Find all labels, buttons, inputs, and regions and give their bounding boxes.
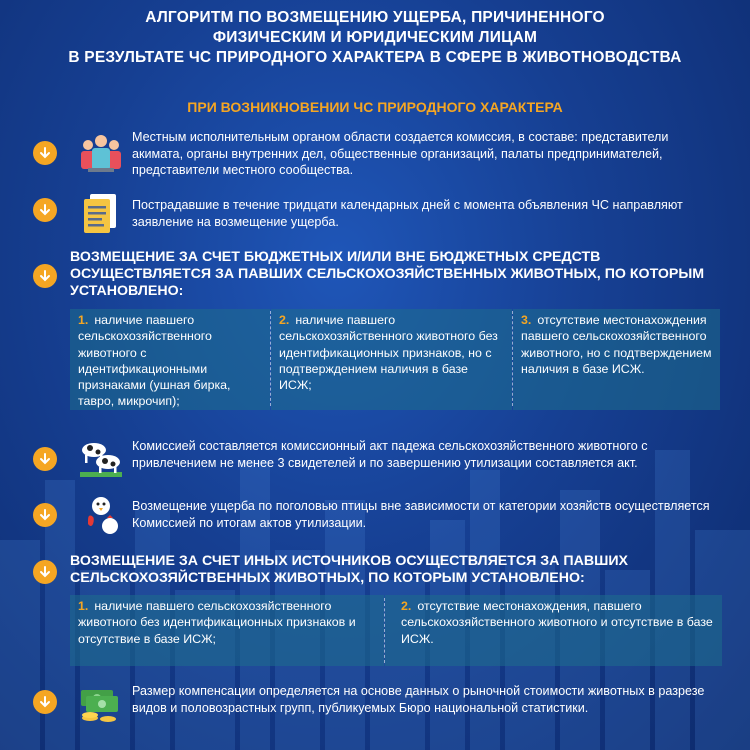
arrow-down-icon bbox=[33, 560, 57, 584]
condition-number: 2. bbox=[279, 313, 290, 327]
other-condition-1 bbox=[70, 595, 384, 666]
arrow-down-icon bbox=[33, 447, 57, 471]
condition-text: наличие павшего сельскохозяйственного животного без идентификационных признаков и отсутствие в базе ИСЖ; bbox=[78, 599, 356, 646]
section-subtitle: ПРИ ВОЗНИКНОВЕНИИ ЧС ПРИРОДНОГО ХАРАКТЕРА bbox=[187, 99, 563, 115]
budget-compensation-heading: ВОЗМЕЩЕНИЕ ЗА СЧЕТ БЮДЖЕТНЫХ И/ИЛИ ВНЕ БЮДЖЕТНЫХ СРЕДСТВ ОСУЩЕСТВЛЯЕТСЯ ЗА ПАВШИХ СЕЛЬСКОХОЗЯЙСТВЕННЫХ ЖИВОТНЫХ, ПО КОТОРЫМ УСТАНОВЛЕНО: bbox=[70, 249, 705, 299]
act-text: Комиссией составляется комиссионный акт падежа сельскохозяйственного животного с привлечением не менее 3 свидетелей и по завершению утилизации составляется акт. bbox=[132, 439, 648, 470]
poultry-icon bbox=[78, 494, 124, 540]
commission-text: Местным исполнительным органом области создается комиссия, в составе: представители акимата, органы внутренних дел, общественные организаций, палаты предпринимателей, представители местного сообщества. bbox=[132, 130, 669, 177]
condition-number: 1. bbox=[78, 599, 89, 613]
arrow-down-icon bbox=[33, 198, 57, 222]
other-condition-2 bbox=[385, 595, 722, 666]
arrow-down-icon bbox=[33, 264, 57, 288]
budget-condition-2 bbox=[271, 309, 512, 410]
budget-condition-1 bbox=[70, 309, 270, 410]
title-line-1: АЛГОРИТМ ПО ВОЗМЕЩЕНИЮ УЩЕРБА, ПРИЧИНЕННОГО bbox=[145, 9, 605, 26]
arrow-down-icon bbox=[33, 503, 57, 527]
arrow-down-icon bbox=[33, 690, 57, 714]
condition-number: 3. bbox=[521, 313, 532, 327]
cows-icon bbox=[78, 434, 124, 480]
compensation-text: Размер компенсации определяется на основе данных о рыночной стоимости животных в разрезе видов и половозрастных групп, публикуемых Бюро национальной статистики. bbox=[132, 684, 705, 715]
poultry-text: Возмещение ущерба по поголовью птицы вне зависимости от категории хозяйств осуществляется Комиссией по итогам актов утилизации. bbox=[132, 499, 710, 530]
money-icon bbox=[78, 680, 124, 726]
application-text: Пострадавшие в течение тридцати календарных дней с момента объявления ЧС направляют заявление на возмещение ущерба. bbox=[132, 198, 683, 229]
document-icon bbox=[78, 190, 124, 236]
budget-condition-3 bbox=[513, 309, 720, 410]
condition-number: 1. bbox=[78, 313, 89, 327]
people-group-icon bbox=[78, 130, 124, 176]
page-title bbox=[20, 8, 730, 68]
title-line-2: ФИЗИЧЕСКИМ И ЮРИДИЧЕСКИМ ЛИЦАМ bbox=[212, 29, 538, 46]
condition-number: 2. bbox=[401, 599, 412, 613]
title-line-3: В РЕЗУЛЬТАТЕ ЧС ПРИРОДНОГО ХАРАКТЕРА В СФЕРЕ В ЖИВОТНОВОДСТВА bbox=[68, 49, 682, 66]
other-sources-heading: ВОЗМЕЩЕНИЕ ЗА СЧЕТ ИНЫХ ИСТОЧНИКОВ ОСУЩЕСТВЛЯЕТСЯ ЗА ПАВШИХ СЕЛЬСКОХОЗЯЙСТВЕННЫХ ЖИВОТНЫХ, ПО КОТОРЫМ УСТАНОВЛЕНО: bbox=[70, 553, 628, 586]
condition-text: наличие павшего сельскохозяйственного животного с идентификационными признаками (ушная бирка, тавро, микрочип); bbox=[78, 313, 231, 409]
condition-text: наличие павшего сельскохозяйственного животного без идентификационных признаков, но с подтверждением наличия в базе ИСЖ; bbox=[279, 313, 498, 393]
condition-text: отсутствие местонахождения, павшего сельскохозяйственного животного и отсутствие в базе ИСЖ. bbox=[401, 599, 713, 646]
arrow-down-icon bbox=[33, 141, 57, 165]
condition-text: отсутствие местонахождения павшего сельскохозяйственного животного, но с подтверждением наличия в базе ИСЖ. bbox=[521, 313, 712, 376]
